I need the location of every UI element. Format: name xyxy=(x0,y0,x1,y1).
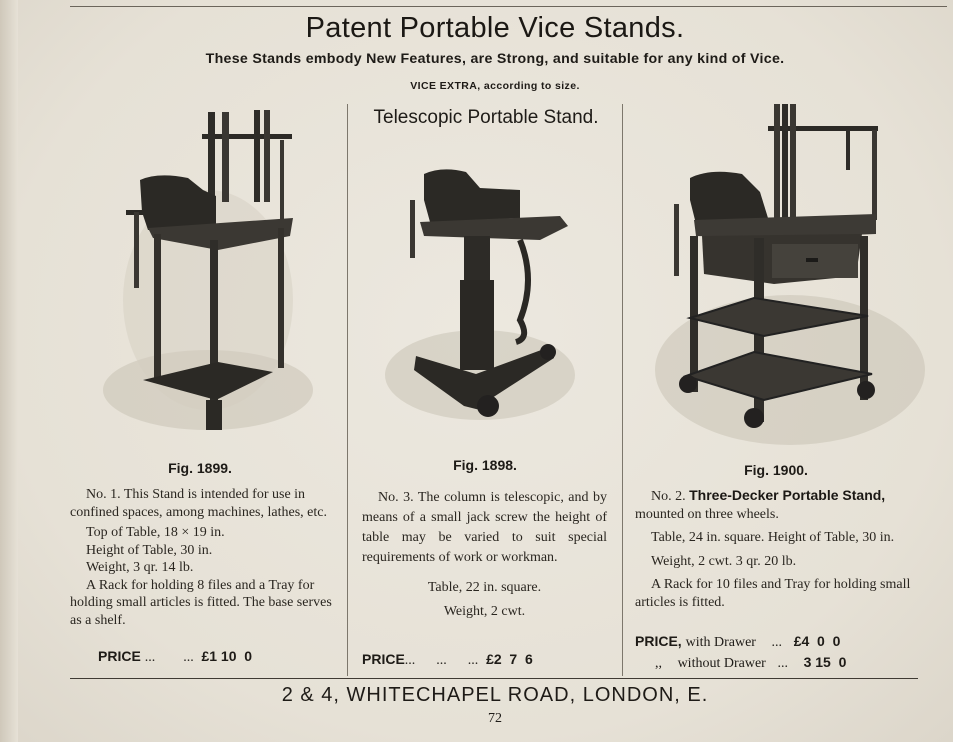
col2-price-label: PRICE xyxy=(362,651,405,667)
col1-price-label: PRICE xyxy=(98,648,141,664)
three-decker-stand-fig1900-illustration xyxy=(650,100,940,450)
col1-price-dots: ... ... xyxy=(144,650,194,665)
col3-price-row-1 xyxy=(635,633,840,651)
col1-description xyxy=(70,486,332,629)
bottom-rule xyxy=(70,678,918,679)
col2-weight: Weight, 2 cwt. xyxy=(443,604,526,619)
vice-stand-fig1899-illustration xyxy=(98,100,338,440)
col3-weight: Weight, 2 cwt. 3 qr. 20 lb. xyxy=(651,553,797,569)
col3-price-value-2: 3 15 0 xyxy=(803,654,847,670)
column-divider-right xyxy=(622,104,623,676)
col1-price-value: £1 10 0 xyxy=(201,648,253,664)
page-spine xyxy=(0,0,18,742)
col2-price-dots: ... ... ... xyxy=(404,653,479,668)
col3-rack: A Rack for 10 files and Tray for holding small articles is fitted. xyxy=(635,577,911,610)
fig-1900-caption: Fig. 1900. xyxy=(744,462,808,478)
col1-rack: A Rack for holding 8 files and a Tray for holding small articles is fitted. The base serves as a shelf. xyxy=(70,577,332,628)
col3-price-with-drawer: with Drawer xyxy=(685,635,756,650)
page-number: 72 xyxy=(488,711,502,726)
col3-price-row-2 xyxy=(655,654,846,672)
col3-price-dots-1: ... xyxy=(771,635,783,650)
col2-table-size: Table, 22 in. square. xyxy=(427,580,542,595)
col3-price-label: PRICE, xyxy=(635,633,682,649)
col3-description xyxy=(635,487,918,611)
col3-intro-title: Three-Decker Portable Stand, xyxy=(689,487,886,503)
col1-weight: Weight, 3 qr. 14 lb. xyxy=(86,560,194,575)
col3-price-dots-2: ... xyxy=(777,656,788,671)
col2-description xyxy=(362,488,607,622)
col3-intro-rest: mounted on three wheels. xyxy=(635,506,779,522)
col3-ditto-mark: ,, xyxy=(655,656,662,671)
column-divider-left xyxy=(347,104,348,676)
col3-intro-number: No. 2. xyxy=(651,489,686,504)
col1-price-row xyxy=(98,648,252,666)
col3-intro xyxy=(635,487,918,523)
col2-price-row xyxy=(362,651,533,669)
page-subtitle: These Stands embody New Features, are Strong, and suitable for any kind of Vice. xyxy=(205,51,785,67)
fig-1899-caption: Fig. 1899. xyxy=(168,460,232,476)
telescopic-stand-fig1898-illustration xyxy=(380,160,600,430)
col3-price-without-drawer: without Drawer xyxy=(677,656,766,671)
top-rule xyxy=(70,6,947,7)
col1-table-height: Height of Table, 30 in. xyxy=(86,542,213,558)
col2-intro: No. 3. The column is telescopic, and by means of a small jack screw the height of table may be varied to suit special requirements of work or workman. xyxy=(362,490,607,565)
fig-1898-caption: Fig. 1898. xyxy=(453,457,517,473)
col3-table: Table, 24 in. square. Height of Table, 30 in. xyxy=(651,530,895,545)
footer-address: 2 & 4, WHITECHAPEL ROAD, LONDON, E. xyxy=(281,684,709,706)
col1-intro: No. 1. This Stand is intended for use in confined spaces, among machines, lathes, etc. xyxy=(70,487,327,520)
col2-price-value: £2 7 6 xyxy=(486,651,533,667)
page-title: Patent Portable Vice Stands. xyxy=(305,12,685,44)
col1-table-size: Top of Table, 18 × 19 in. xyxy=(86,525,225,540)
vice-extra-note: VICE EXTRA, according to size. xyxy=(410,80,580,92)
telescopic-stand-heading: Telescopic Portable Stand. xyxy=(373,107,599,128)
col3-price-value-1: £4 0 0 xyxy=(793,633,841,649)
